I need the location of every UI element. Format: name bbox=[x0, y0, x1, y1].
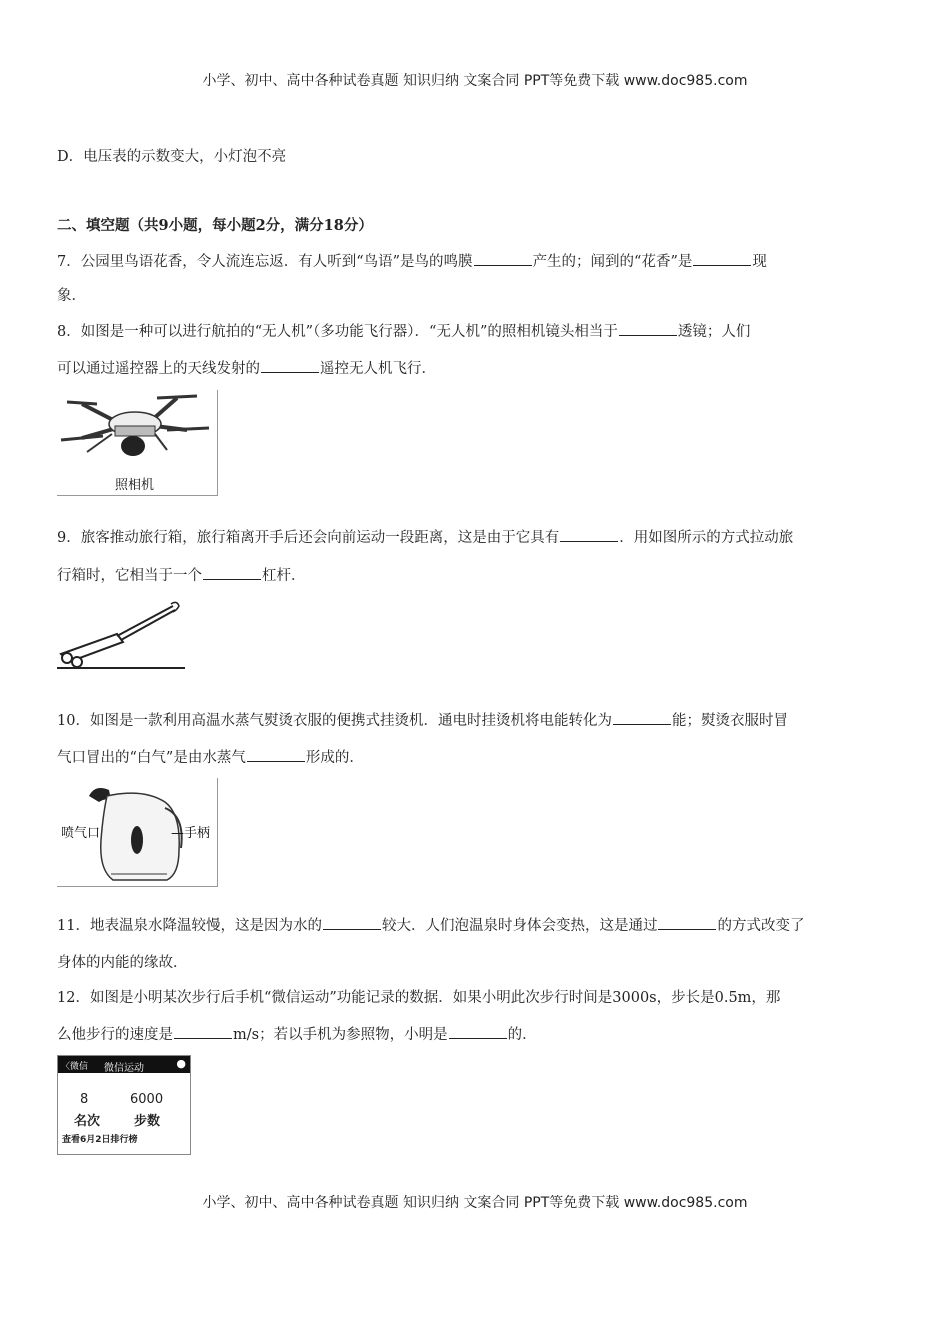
drone-camera-label: 照相机 bbox=[115, 478, 155, 493]
q9-text-d: 杠杆． bbox=[262, 568, 306, 584]
steps-value: 6000 bbox=[130, 1092, 164, 1107]
q9-line2 bbox=[57, 565, 306, 586]
q9-line1 bbox=[57, 527, 793, 548]
q8-text-b: 透镜；人们 bbox=[677, 324, 751, 340]
answer-blank bbox=[174, 1024, 232, 1039]
steps-label: 步数 bbox=[134, 1114, 161, 1129]
answer-blank bbox=[613, 710, 671, 725]
q11-line1 bbox=[57, 915, 804, 936]
rank-label: 名次 bbox=[74, 1114, 101, 1129]
ranking-link: 查看6月2日排行榜 bbox=[62, 1135, 138, 1145]
handle-label-text: 手柄 bbox=[184, 826, 211, 841]
steam-outlet-label: 喷气口 bbox=[61, 826, 101, 841]
q10-text-a: 10．如图是一款利用高温水蒸气熨烫衣服的便携式挂烫机．通电时挂烫机将电能转化为 bbox=[57, 713, 612, 729]
wechat-title: 微信运动 bbox=[104, 1063, 144, 1074]
q8-text-d: 遥控无人机飞行． bbox=[320, 361, 436, 377]
answer-blank bbox=[658, 915, 716, 930]
page-footer: 小学、初中、高中各种试卷真题 知识归纳 文案合同 PPT等免费下载 www.doc985.com bbox=[202, 1195, 748, 1211]
wechat-sport-figure bbox=[57, 1055, 191, 1155]
user-icon: ● bbox=[176, 1057, 186, 1070]
q7-text-c: 现 bbox=[752, 254, 767, 270]
q8-line2 bbox=[57, 358, 436, 379]
steamer-figure bbox=[57, 778, 218, 887]
q11-text-b: 较大．人们泡温泉时身体会变热，这是通过 bbox=[381, 918, 658, 934]
q10-line2 bbox=[57, 747, 364, 768]
rank-value: 8 bbox=[80, 1092, 89, 1107]
q9-text-c: 行箱时，它相当于一个 bbox=[57, 568, 202, 584]
answer-blank bbox=[474, 251, 532, 266]
suitcase-figure bbox=[57, 596, 185, 676]
section-title: 二、填空题（共9小题，每小题2分，满分18分） bbox=[57, 217, 373, 234]
drone-figure bbox=[57, 390, 218, 496]
q10-line1 bbox=[57, 710, 788, 731]
suitcase-icon bbox=[57, 596, 185, 676]
answer-blank bbox=[323, 915, 381, 930]
answer-blank bbox=[619, 321, 677, 336]
q7-line1 bbox=[57, 251, 767, 272]
page-header: 小学、初中、高中各种试卷真题 知识归纳 文案合同 PPT等免费下载 www.doc985.com bbox=[202, 73, 748, 89]
q12-text-c: 的． bbox=[507, 1027, 537, 1043]
q7-text-b: 产生的；闻到的“花香”是 bbox=[532, 254, 693, 270]
answer-blank bbox=[261, 358, 319, 373]
q10-text-d: 形成的． bbox=[305, 750, 364, 766]
q7-text-a: 7．公园里鸟语花香，令人流连忘返．有人听到“鸟语”是鸟的鸣膜 bbox=[57, 254, 473, 270]
answer-blank bbox=[247, 747, 305, 762]
q12-text-b: m/s；若以手机为参照物，小明是 bbox=[233, 1027, 448, 1043]
q9-text-a: 9．旅客推动旅行箱，旅行箱离开手后还会向前运动一段距离，这是由于它具有 bbox=[57, 530, 560, 546]
answer-blank bbox=[560, 527, 618, 542]
q12-text-a: 么他步行的速度是 bbox=[57, 1027, 173, 1043]
q11-text-a: 11．地表温泉水降温较慢，这是因为水的 bbox=[57, 918, 322, 934]
q8-text-c: 可以通过遥控器上的天线发射的 bbox=[57, 361, 260, 377]
q11-text-c: 的方式改变了 bbox=[717, 918, 805, 934]
answer-blank bbox=[693, 251, 751, 266]
q9-text-b: ．用如图所示的方式拉动旅 bbox=[619, 530, 794, 546]
q12-line1: 12．如图是小明某次步行后手机“微信运动”功能记录的数据．如果小明此次步行时间是3000s，步长是0.5m，那 bbox=[57, 990, 781, 1006]
back-link: 〈微信 bbox=[61, 1062, 89, 1072]
handle-label: —手柄 bbox=[171, 826, 211, 841]
q11-line2: 身体的内能的缘故． bbox=[57, 955, 188, 971]
q10-text-b: 能；熨烫衣服时冒 bbox=[671, 713, 788, 729]
q12-line2 bbox=[57, 1024, 537, 1045]
answer-blank bbox=[449, 1024, 507, 1039]
wechat-titlebar bbox=[58, 1056, 190, 1073]
q10-text-c: 气口冒出的“白气”是由水蒸气 bbox=[57, 750, 246, 766]
q8-line1 bbox=[57, 321, 750, 342]
option-d: D．电压表的示数变大，小灯泡不亮 bbox=[57, 149, 287, 165]
q7-line2: 象． bbox=[57, 288, 86, 304]
q8-text-a: 8．如图是一种可以进行航拍的“无人机”（多功能飞行器）．“无人机”的照相机镜头相当于 bbox=[57, 324, 618, 340]
answer-blank bbox=[203, 565, 261, 580]
